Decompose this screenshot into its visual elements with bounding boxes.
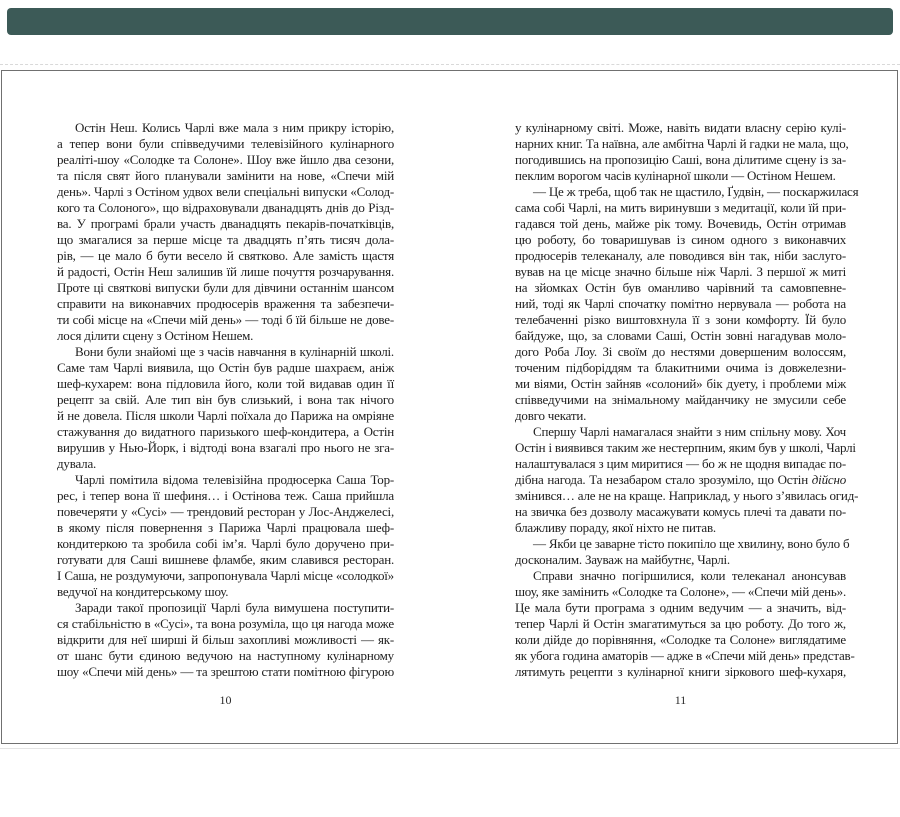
text-line: кондитеркою та зробила собі ім’я. Чарлі було доручено при- (57, 536, 394, 551)
page-cut-line-bottom (0, 748, 900, 749)
text-line: Остін Неш. Колись Чарлі вже мала з ним прикру історію, (75, 120, 394, 135)
text-line: довго чекати. (515, 408, 587, 423)
text-line: Справи значно погіршилися, коли телеканал анонсував (533, 568, 846, 583)
text-line: — Це ж треба, щоб так не щастило, Ґудвін, — поскаржилася (533, 184, 859, 199)
text-line: шоу «Спечи мій день» — та зрештою стати помітною фігурою (57, 664, 394, 679)
text-line: продюсерів телеканалу, але поводився він так, ніби заслуго- (515, 248, 846, 263)
text-line: на звичка без дозволу масажувати комусь плечі та давати по- (515, 504, 846, 519)
text-line: ти собі місце на «Спечи мій день» — тоді б їй більше не дове- (57, 312, 394, 327)
text-line: шеф-кухарем: вона підловила його, коли той видавав один її (57, 376, 394, 391)
text-line: налаштувалася з цим миритися — бо ж не щодня випадає по- (515, 456, 846, 471)
text-line: реаліті-шоу «Солодке та Солоне». Шоу вже йшло два сезони, (57, 152, 394, 167)
text-line: Саме там Чарлі виявила, що Остін був радше шахраєм, аніж (57, 360, 394, 375)
text-line: ва. У програмі брали участь дванадцять пекарів-початківців, (57, 216, 394, 231)
page-cut-line-top (0, 64, 900, 65)
text-line: дібна нагода. Та незабаром стало зрозуміло, що Остін дійсно (515, 472, 846, 487)
text-line: на зйомках Остін був оманливо чарівний та самовпевне- (515, 280, 846, 295)
text-line: шоу, яке замінить «Солодке та Солоне», — «Спечи мій день». (515, 584, 846, 599)
text-line: день». Чарлі з Остіном удвох вели спеціальні випуски «Солод- (57, 184, 394, 199)
text-line: й не довела. Після школи Чарлі поїхала до Парижа на омріяне (57, 408, 394, 423)
text-line: телебаченні різко виштовхнула її з зони комфорту. Їй було (515, 312, 846, 327)
text-line: ми віями, Остін зайняв «солоний» бік дуету, і проблеми між (515, 376, 846, 391)
text-line: лося ділити сцену з Остіном Нешем. (57, 328, 254, 343)
text-line: коли дійде до порівняння, «Солодке та Солоне» виглядатиме (515, 632, 846, 647)
page-11-text (515, 120, 859, 680)
text-line: Проте ці святкові випуски були для дівчини останнім шансом (57, 280, 394, 295)
text-line: рів, — це мало б бути весело й святково. Але замість щастя (57, 248, 394, 263)
text-line: рецепт за свій. Але тип він був слизький, і вона так нічого (57, 392, 394, 407)
text-line: досконалим. Зауваж на майбутнє, Чарлі. (515, 552, 730, 567)
page-number: 10 (219, 693, 232, 707)
text-line: — Якби це заварне тісто покипіло ще хвилину, воно було б (533, 536, 850, 551)
text-line: точеним підборіддям та блакитними очима із довжелезни- (515, 360, 846, 375)
text-line: Вони були знайомі ще з часів навчання в кулінарній школі. (75, 344, 394, 359)
text-line: кого та Солоного», що відраховували дванадцять днів до Різд- (57, 200, 394, 215)
text-line: Це мала бути програма з одним ведучим — а значить, від- (515, 600, 846, 615)
text-line: вував на це місце значно більше ніж Чарлі. З першої ж миті (515, 264, 846, 279)
page-10-column (57, 120, 394, 708)
text-line: справити на виконавчих продюсерів враження та забезпечи- (57, 296, 394, 311)
book-page-spread (1, 70, 898, 744)
text-line: тепер Чарлі й Остін змагатимуться за цю роботу. До того ж, (515, 616, 846, 631)
text-line: Спершу Чарлі намагалася знайти з ним спільну мову. Хоч (533, 424, 846, 439)
text-line: от шанс бути єдиною ведучою на наступному кулінарному (57, 648, 394, 663)
text-line: в якому після повернення з Парижа Чарлі працювала шеф- (57, 520, 394, 535)
text-line: гадався той день, майже рік тому. Вочевидь, Остін отримав (515, 216, 846, 231)
text-line: погодившись на пропозицію Саші, вона ділитиме сцену із за- (515, 152, 846, 167)
text-line: нарних книг. Та наївна, але амбітна Чарлі й гадки не мала, що, (515, 136, 849, 151)
text-line: а тепер вони були співведучими телевізійного кулінарного (57, 136, 394, 151)
text-line: ся стабільністю в «Сусі», та вона розуміла, що ця нагода може (57, 616, 394, 631)
text-line: відкрити для неї ширші й більш захопливі можливості — як- (57, 632, 394, 647)
text-line: готувати для Саші вишневе фламбе, яким славився ресторан. (57, 552, 394, 567)
text-line: дувала. (57, 456, 97, 471)
text-line: лятимуть рецепти з кулінарної книги зіркового шеф-кухаря, (515, 664, 846, 679)
text-line: стажування до видатного паризького шеф-кондитера, а Остін (57, 424, 394, 439)
text-line: повечеряти у «Сусі» — трендовий ресторан у Лос-Анджелесі, (57, 504, 394, 519)
text-line: Чарлі помітила відома телевізійна продюсерка Саша Тор- (75, 472, 394, 487)
text-line: байдуже, що, за словами Саші, Остін зовні нагадував моло- (515, 328, 846, 343)
text-line: змінився… але не на краще. Наприклад, у нього з’явилась огид- (515, 488, 859, 503)
text-line: як убога година аматорів — адже в «Спечи мій день» представ- (515, 648, 855, 663)
text-line: вирушив у Нью-Йорк, і відтоді вона взагалі про нього не зга- (57, 440, 394, 455)
page-11-column (515, 120, 859, 708)
page-number: 11 (674, 693, 687, 707)
reader-top-bar (7, 8, 893, 35)
text-line: сама собі Чарлі, на мить виринувши з медитації, коли їй при- (515, 200, 846, 215)
text-line: та після свят його планували замінити на нове, «Спечи мій (57, 168, 394, 183)
text-line: співведучими на знімальному майданчику не змусили себе (515, 392, 846, 407)
text-line: що змагалися за перше місце та двадцять п’ять тисяч дола- (57, 232, 394, 247)
text-line: Остін і виявився таким же нестерпним, яким був у школі, Чарлі (515, 440, 856, 455)
text-line: дого Роба Лоу. Зі своїм до нестями довершеним волоссям, (515, 344, 846, 359)
text-line: цю роботу, бо товаришував із сином одного з виконавчих (515, 232, 846, 247)
text-line: Заради такої пропозиції Чарлі була вимушена поступити- (75, 600, 394, 615)
text-line: пеклим ворогом часів кулінарної школи — Остіном Нешем. (515, 168, 836, 183)
text-line: І Саша, не роздумуючи, запропонувала Чарлі місце «солодкої» (57, 568, 394, 583)
page-10-text (57, 120, 394, 680)
text-line: й радості, Остін Неш залишив їй лише почуття розчарування. (57, 264, 394, 279)
text-line: ведучої на кондитерському шоу. (57, 584, 229, 599)
text-line: блажливу пораду, якої ніхто не питав. (515, 520, 716, 535)
text-line: у кулінарному світі. Може, навіть видати власну серію кулі- (515, 120, 846, 135)
text-line: рес, і тепер вона її шефиня… і Остінова теж. Саша прийшла (57, 488, 394, 503)
text-line: ний, тоді як Чарлі спочатку помітно нервувала — робота на (515, 296, 846, 311)
